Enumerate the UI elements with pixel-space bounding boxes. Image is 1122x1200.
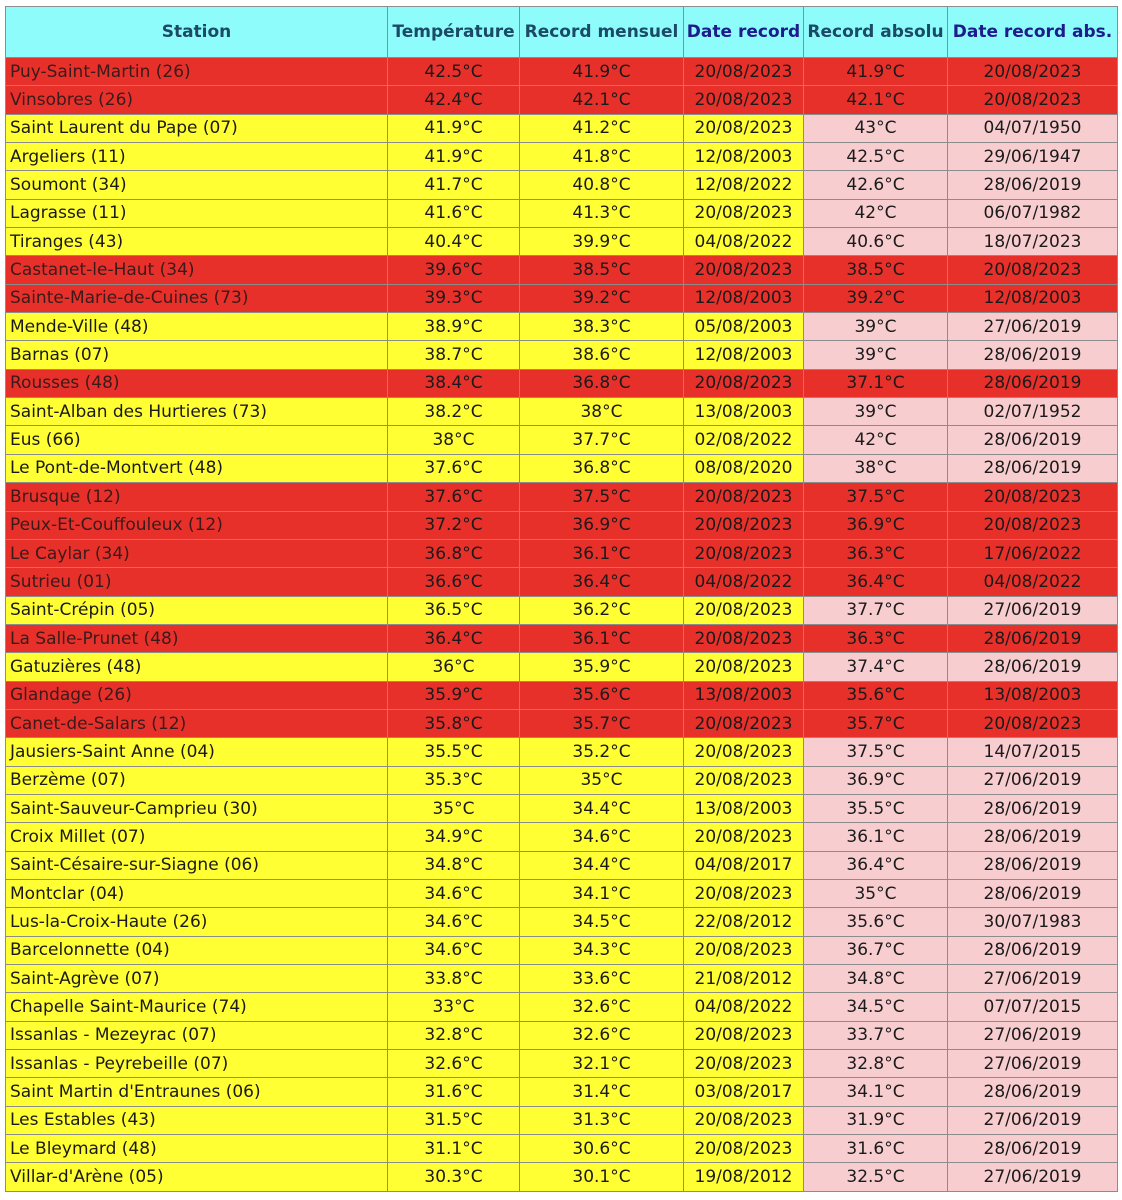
record-mensuel-cell: 34.1°C bbox=[520, 879, 684, 907]
record-mensuel-cell: 31.4°C bbox=[520, 1078, 684, 1106]
table-row bbox=[6, 313, 1118, 341]
table-row bbox=[6, 851, 1118, 879]
record-absolu-cell: 37.1°C bbox=[804, 369, 948, 397]
date-record-cell: 20/08/2023 bbox=[684, 1021, 804, 1049]
station-cell: Croix Millet (07) bbox=[6, 823, 388, 851]
records-table bbox=[5, 6, 1118, 1192]
temperature-cell: 39.3°C bbox=[388, 284, 520, 312]
table-header-row bbox=[6, 7, 1118, 58]
date-record-abs-cell: 28/06/2019 bbox=[948, 426, 1118, 454]
record-absolu-cell: 39°C bbox=[804, 313, 948, 341]
header-record-absolu: Record absolu bbox=[804, 7, 948, 58]
date-record-cell: 21/08/2012 bbox=[684, 965, 804, 993]
date-record-abs-cell: 04/08/2022 bbox=[948, 568, 1118, 596]
station-cell: Jausiers-Saint Anne (04) bbox=[6, 738, 388, 766]
date-record-abs-cell: 28/06/2019 bbox=[948, 171, 1118, 199]
temperature-cell: 41.9°C bbox=[388, 114, 520, 142]
record-mensuel-cell: 37.7°C bbox=[520, 426, 684, 454]
record-mensuel-cell: 41.2°C bbox=[520, 114, 684, 142]
table-row bbox=[6, 596, 1118, 624]
record-mensuel-cell: 36.2°C bbox=[520, 596, 684, 624]
date-record-abs-cell: 27/06/2019 bbox=[948, 965, 1118, 993]
record-absolu-cell: 36.3°C bbox=[804, 624, 948, 652]
date-record-cell: 20/08/2023 bbox=[684, 709, 804, 737]
record-mensuel-cell: 34.4°C bbox=[520, 794, 684, 822]
date-record-abs-cell: 14/07/2015 bbox=[948, 738, 1118, 766]
temperature-cell: 35.3°C bbox=[388, 766, 520, 794]
station-cell: Issanlas - Peyrebeille (07) bbox=[6, 1050, 388, 1078]
date-record-cell: 20/08/2023 bbox=[684, 823, 804, 851]
station-cell: Chapelle Saint-Maurice (74) bbox=[6, 993, 388, 1021]
record-mensuel-cell: 36.8°C bbox=[520, 369, 684, 397]
station-cell: Saint Martin d'Entraunes (06) bbox=[6, 1078, 388, 1106]
temperature-cell: 34.9°C bbox=[388, 823, 520, 851]
table-row bbox=[6, 171, 1118, 199]
record-mensuel-cell: 34.5°C bbox=[520, 908, 684, 936]
station-cell: Soumont (34) bbox=[6, 171, 388, 199]
temperature-cell: 31.5°C bbox=[388, 1106, 520, 1134]
record-absolu-cell: 35.6°C bbox=[804, 908, 948, 936]
table-row bbox=[6, 369, 1118, 397]
station-cell: Brusque (12) bbox=[6, 483, 388, 511]
record-mensuel-cell: 38°C bbox=[520, 398, 684, 426]
table-row bbox=[6, 86, 1118, 114]
temperature-cell: 33°C bbox=[388, 993, 520, 1021]
record-absolu-cell: 34.8°C bbox=[804, 965, 948, 993]
date-record-abs-cell: 28/06/2019 bbox=[948, 823, 1118, 851]
date-record-abs-cell: 27/06/2019 bbox=[948, 1050, 1118, 1078]
table-row bbox=[6, 681, 1118, 709]
table-row bbox=[6, 993, 1118, 1021]
table-row bbox=[6, 539, 1118, 567]
station-cell: Saint-Agrève (07) bbox=[6, 965, 388, 993]
date-record-abs-cell: 28/06/2019 bbox=[948, 851, 1118, 879]
record-absolu-cell: 42.6°C bbox=[804, 171, 948, 199]
date-record-abs-cell: 28/06/2019 bbox=[948, 653, 1118, 681]
record-mensuel-cell: 35°C bbox=[520, 766, 684, 794]
table-row bbox=[6, 908, 1118, 936]
record-absolu-cell: 31.6°C bbox=[804, 1135, 948, 1163]
date-record-abs-cell: 27/06/2019 bbox=[948, 1106, 1118, 1134]
record-absolu-cell: 42°C bbox=[804, 426, 948, 454]
record-absolu-cell: 37.5°C bbox=[804, 483, 948, 511]
record-mensuel-cell: 35.6°C bbox=[520, 681, 684, 709]
temperature-cell: 42.4°C bbox=[388, 86, 520, 114]
records-table-container bbox=[5, 6, 1118, 1192]
date-record-cell: 20/08/2023 bbox=[684, 539, 804, 567]
table-row bbox=[6, 483, 1118, 511]
date-record-abs-cell: 07/07/2015 bbox=[948, 993, 1118, 1021]
table-row bbox=[6, 1135, 1118, 1163]
date-record-abs-cell: 28/06/2019 bbox=[948, 1135, 1118, 1163]
date-record-cell: 20/08/2023 bbox=[684, 1106, 804, 1134]
date-record-abs-cell: 13/08/2003 bbox=[948, 681, 1118, 709]
table-row bbox=[6, 1021, 1118, 1049]
temperature-cell: 34.6°C bbox=[388, 936, 520, 964]
date-record-cell: 12/08/2003 bbox=[684, 284, 804, 312]
record-mensuel-cell: 34.6°C bbox=[520, 823, 684, 851]
table-row bbox=[6, 794, 1118, 822]
table-row bbox=[6, 965, 1118, 993]
date-record-abs-cell: 27/06/2019 bbox=[948, 1163, 1118, 1191]
temperature-cell: 38.4°C bbox=[388, 369, 520, 397]
table-row bbox=[6, 709, 1118, 737]
record-absolu-cell: 36.9°C bbox=[804, 511, 948, 539]
station-cell: Gatuzières (48) bbox=[6, 653, 388, 681]
date-record-cell: 05/08/2003 bbox=[684, 313, 804, 341]
date-record-cell: 20/08/2023 bbox=[684, 936, 804, 964]
record-absolu-cell: 34.5°C bbox=[804, 993, 948, 1021]
table-row bbox=[6, 426, 1118, 454]
temperature-cell: 41.9°C bbox=[388, 143, 520, 171]
temperature-cell: 32.6°C bbox=[388, 1050, 520, 1078]
date-record-cell: 20/08/2023 bbox=[684, 86, 804, 114]
temperature-cell: 41.6°C bbox=[388, 199, 520, 227]
date-record-abs-cell: 28/06/2019 bbox=[948, 454, 1118, 482]
date-record-cell: 20/08/2023 bbox=[684, 1050, 804, 1078]
table-row bbox=[6, 766, 1118, 794]
date-record-cell: 13/08/2003 bbox=[684, 681, 804, 709]
table-row bbox=[6, 568, 1118, 596]
date-record-abs-cell: 27/06/2019 bbox=[948, 766, 1118, 794]
date-record-abs-cell: 02/07/1952 bbox=[948, 398, 1118, 426]
record-absolu-cell: 39.2°C bbox=[804, 284, 948, 312]
record-absolu-cell: 37.5°C bbox=[804, 738, 948, 766]
date-record-abs-cell: 20/08/2023 bbox=[948, 58, 1118, 86]
record-absolu-cell: 42.1°C bbox=[804, 86, 948, 114]
record-absolu-cell: 36.4°C bbox=[804, 851, 948, 879]
date-record-cell: 20/08/2023 bbox=[684, 483, 804, 511]
temperature-cell: 35.9°C bbox=[388, 681, 520, 709]
station-cell: Montclar (04) bbox=[6, 879, 388, 907]
date-record-abs-cell: 30/07/1983 bbox=[948, 908, 1118, 936]
table-row bbox=[6, 256, 1118, 284]
record-absolu-cell: 42°C bbox=[804, 199, 948, 227]
date-record-abs-cell: 12/08/2003 bbox=[948, 284, 1118, 312]
table-row bbox=[6, 398, 1118, 426]
station-cell: Saint-Crépin (05) bbox=[6, 596, 388, 624]
date-record-cell: 12/08/2003 bbox=[684, 143, 804, 171]
date-record-abs-cell: 20/08/2023 bbox=[948, 256, 1118, 284]
date-record-cell: 04/08/2022 bbox=[684, 993, 804, 1021]
date-record-abs-cell: 28/06/2019 bbox=[948, 794, 1118, 822]
temperature-cell: 31.1°C bbox=[388, 1135, 520, 1163]
table-row bbox=[6, 936, 1118, 964]
record-absolu-cell: 41.9°C bbox=[804, 58, 948, 86]
record-absolu-cell: 35.7°C bbox=[804, 709, 948, 737]
record-absolu-cell: 37.7°C bbox=[804, 596, 948, 624]
date-record-cell: 12/08/2003 bbox=[684, 341, 804, 369]
date-record-abs-cell: 29/06/1947 bbox=[948, 143, 1118, 171]
table-row bbox=[6, 653, 1118, 681]
date-record-cell: 20/08/2023 bbox=[684, 511, 804, 539]
record-absolu-cell: 32.5°C bbox=[804, 1163, 948, 1191]
station-cell: Glandage (26) bbox=[6, 681, 388, 709]
date-record-cell: 20/08/2023 bbox=[684, 256, 804, 284]
record-mensuel-cell: 36.8°C bbox=[520, 454, 684, 482]
record-mensuel-cell: 39.9°C bbox=[520, 228, 684, 256]
record-mensuel-cell: 35.7°C bbox=[520, 709, 684, 737]
table-row bbox=[6, 58, 1118, 86]
table-row bbox=[6, 624, 1118, 652]
date-record-cell: 20/08/2023 bbox=[684, 879, 804, 907]
station-cell: Castanet-le-Haut (34) bbox=[6, 256, 388, 284]
station-cell: Saint-Sauveur-Camprieu (30) bbox=[6, 794, 388, 822]
date-record-abs-cell: 17/06/2022 bbox=[948, 539, 1118, 567]
temperature-cell: 36.8°C bbox=[388, 539, 520, 567]
date-record-cell: 03/08/2017 bbox=[684, 1078, 804, 1106]
station-cell: Le Bleymard (48) bbox=[6, 1135, 388, 1163]
temperature-cell: 38°C bbox=[388, 426, 520, 454]
record-mensuel-cell: 30.6°C bbox=[520, 1135, 684, 1163]
station-cell: Le Caylar (34) bbox=[6, 539, 388, 567]
temperature-cell: 36.6°C bbox=[388, 568, 520, 596]
header-date-record-abs: Date record abs. bbox=[948, 7, 1118, 58]
table-row bbox=[6, 199, 1118, 227]
record-mensuel-cell: 36.4°C bbox=[520, 568, 684, 596]
table-row bbox=[6, 511, 1118, 539]
date-record-cell: 12/08/2022 bbox=[684, 171, 804, 199]
station-cell: Argeliers (11) bbox=[6, 143, 388, 171]
temperature-cell: 34.8°C bbox=[388, 851, 520, 879]
record-mensuel-cell: 32.1°C bbox=[520, 1050, 684, 1078]
temperature-cell: 32.8°C bbox=[388, 1021, 520, 1049]
station-cell: Barcelonnette (04) bbox=[6, 936, 388, 964]
record-absolu-cell: 37.4°C bbox=[804, 653, 948, 681]
record-mensuel-cell: 35.9°C bbox=[520, 653, 684, 681]
date-record-cell: 20/08/2023 bbox=[684, 596, 804, 624]
date-record-cell: 04/08/2017 bbox=[684, 851, 804, 879]
temperature-cell: 35.5°C bbox=[388, 738, 520, 766]
date-record-cell: 04/08/2022 bbox=[684, 228, 804, 256]
record-mensuel-cell: 38.5°C bbox=[520, 256, 684, 284]
temperature-cell: 38.9°C bbox=[388, 313, 520, 341]
station-cell: Issanlas - Mezeyrac (07) bbox=[6, 1021, 388, 1049]
record-absolu-cell: 40.6°C bbox=[804, 228, 948, 256]
record-absolu-cell: 36.4°C bbox=[804, 568, 948, 596]
record-mensuel-cell: 34.4°C bbox=[520, 851, 684, 879]
temperature-cell: 36.4°C bbox=[388, 624, 520, 652]
temperature-cell: 40.4°C bbox=[388, 228, 520, 256]
header-record-mensuel: Record mensuel bbox=[520, 7, 684, 58]
record-absolu-cell: 38.5°C bbox=[804, 256, 948, 284]
date-record-cell: 22/08/2012 bbox=[684, 908, 804, 936]
record-absolu-cell: 33.7°C bbox=[804, 1021, 948, 1049]
station-cell: Villar-d'Arène (05) bbox=[6, 1163, 388, 1191]
temperature-cell: 36°C bbox=[388, 653, 520, 681]
date-record-abs-cell: 28/06/2019 bbox=[948, 341, 1118, 369]
station-cell: Rousses (48) bbox=[6, 369, 388, 397]
table-body bbox=[6, 58, 1118, 1192]
temperature-cell: 35.8°C bbox=[388, 709, 520, 737]
header-date-record: Date record bbox=[684, 7, 804, 58]
record-mensuel-cell: 40.8°C bbox=[520, 171, 684, 199]
temperature-cell: 33.8°C bbox=[388, 965, 520, 993]
date-record-abs-cell: 28/06/2019 bbox=[948, 879, 1118, 907]
date-record-abs-cell: 20/08/2023 bbox=[948, 86, 1118, 114]
date-record-cell: 19/08/2012 bbox=[684, 1163, 804, 1191]
record-absolu-cell: 43°C bbox=[804, 114, 948, 142]
record-absolu-cell: 36.9°C bbox=[804, 766, 948, 794]
temperature-cell: 31.6°C bbox=[388, 1078, 520, 1106]
temperature-cell: 38.2°C bbox=[388, 398, 520, 426]
record-mensuel-cell: 42.1°C bbox=[520, 86, 684, 114]
record-mensuel-cell: 32.6°C bbox=[520, 993, 684, 1021]
date-record-abs-cell: 20/08/2023 bbox=[948, 511, 1118, 539]
header-station: Station bbox=[6, 7, 388, 58]
record-mensuel-cell: 36.9°C bbox=[520, 511, 684, 539]
date-record-cell: 20/08/2023 bbox=[684, 114, 804, 142]
date-record-cell: 20/08/2023 bbox=[684, 58, 804, 86]
station-cell: Lagrasse (11) bbox=[6, 199, 388, 227]
date-record-cell: 08/08/2020 bbox=[684, 454, 804, 482]
temperature-cell: 39.6°C bbox=[388, 256, 520, 284]
record-mensuel-cell: 41.9°C bbox=[520, 58, 684, 86]
table-row bbox=[6, 1078, 1118, 1106]
record-mensuel-cell: 34.3°C bbox=[520, 936, 684, 964]
table-row bbox=[6, 228, 1118, 256]
record-mensuel-cell: 30.1°C bbox=[520, 1163, 684, 1191]
record-mensuel-cell: 37.5°C bbox=[520, 483, 684, 511]
table-row bbox=[6, 1050, 1118, 1078]
table-row bbox=[6, 143, 1118, 171]
record-mensuel-cell: 35.2°C bbox=[520, 738, 684, 766]
record-mensuel-cell: 36.1°C bbox=[520, 539, 684, 567]
record-absolu-cell: 38°C bbox=[804, 454, 948, 482]
temperature-cell: 37.6°C bbox=[388, 483, 520, 511]
temperature-cell: 38.7°C bbox=[388, 341, 520, 369]
table-row bbox=[6, 114, 1118, 142]
temperature-cell: 41.7°C bbox=[388, 171, 520, 199]
date-record-cell: 13/08/2003 bbox=[684, 794, 804, 822]
station-cell: La Salle-Prunet (48) bbox=[6, 624, 388, 652]
record-mensuel-cell: 38.6°C bbox=[520, 341, 684, 369]
date-record-abs-cell: 27/06/2019 bbox=[948, 596, 1118, 624]
station-cell: Saint-Alban des Hurtieres (73) bbox=[6, 398, 388, 426]
temperature-cell: 34.6°C bbox=[388, 879, 520, 907]
table-row bbox=[6, 1106, 1118, 1134]
temperature-cell: 30.3°C bbox=[388, 1163, 520, 1191]
station-cell: Tiranges (43) bbox=[6, 228, 388, 256]
date-record-abs-cell: 28/06/2019 bbox=[948, 624, 1118, 652]
date-record-cell: 20/08/2023 bbox=[684, 1135, 804, 1163]
date-record-abs-cell: 06/07/1982 bbox=[948, 199, 1118, 227]
table-row bbox=[6, 454, 1118, 482]
station-cell: Peux-Et-Couffouleux (12) bbox=[6, 511, 388, 539]
date-record-cell: 20/08/2023 bbox=[684, 199, 804, 227]
table-row bbox=[6, 341, 1118, 369]
header-temperature: Température bbox=[388, 7, 520, 58]
station-cell: Canet-de-Salars (12) bbox=[6, 709, 388, 737]
table-row bbox=[6, 284, 1118, 312]
record-absolu-cell: 36.7°C bbox=[804, 936, 948, 964]
table-row bbox=[6, 879, 1118, 907]
temperature-cell: 35°C bbox=[388, 794, 520, 822]
temperature-cell: 42.5°C bbox=[388, 58, 520, 86]
date-record-cell: 20/08/2023 bbox=[684, 624, 804, 652]
record-mensuel-cell: 41.8°C bbox=[520, 143, 684, 171]
station-cell: Sutrieu (01) bbox=[6, 568, 388, 596]
station-cell: Les Estables (43) bbox=[6, 1106, 388, 1134]
date-record-abs-cell: 28/06/2019 bbox=[948, 936, 1118, 964]
record-mensuel-cell: 32.6°C bbox=[520, 1021, 684, 1049]
record-mensuel-cell: 39.2°C bbox=[520, 284, 684, 312]
record-absolu-cell: 39°C bbox=[804, 398, 948, 426]
record-absolu-cell: 39°C bbox=[804, 341, 948, 369]
record-absolu-cell: 35.6°C bbox=[804, 681, 948, 709]
date-record-abs-cell: 28/06/2019 bbox=[948, 1078, 1118, 1106]
record-absolu-cell: 35°C bbox=[804, 879, 948, 907]
date-record-abs-cell: 04/07/1950 bbox=[948, 114, 1118, 142]
temperature-cell: 37.6°C bbox=[388, 454, 520, 482]
station-cell: Puy-Saint-Martin (26) bbox=[6, 58, 388, 86]
date-record-cell: 20/08/2023 bbox=[684, 369, 804, 397]
station-cell: Mende-Ville (48) bbox=[6, 313, 388, 341]
table-row bbox=[6, 823, 1118, 851]
record-absolu-cell: 36.3°C bbox=[804, 539, 948, 567]
station-cell: Saint Laurent du Pape (07) bbox=[6, 114, 388, 142]
date-record-cell: 20/08/2023 bbox=[684, 653, 804, 681]
date-record-cell: 20/08/2023 bbox=[684, 738, 804, 766]
station-cell: Barnas (07) bbox=[6, 341, 388, 369]
station-cell: Vinsobres (26) bbox=[6, 86, 388, 114]
record-mensuel-cell: 31.3°C bbox=[520, 1106, 684, 1134]
temperature-cell: 37.2°C bbox=[388, 511, 520, 539]
temperature-cell: 34.6°C bbox=[388, 908, 520, 936]
date-record-cell: 20/08/2023 bbox=[684, 766, 804, 794]
station-cell: Berzème (07) bbox=[6, 766, 388, 794]
record-absolu-cell: 34.1°C bbox=[804, 1078, 948, 1106]
date-record-abs-cell: 27/06/2019 bbox=[948, 313, 1118, 341]
date-record-cell: 13/08/2003 bbox=[684, 398, 804, 426]
record-mensuel-cell: 33.6°C bbox=[520, 965, 684, 993]
date-record-abs-cell: 18/07/2023 bbox=[948, 228, 1118, 256]
date-record-cell: 02/08/2022 bbox=[684, 426, 804, 454]
record-mensuel-cell: 36.1°C bbox=[520, 624, 684, 652]
station-cell: Lus-la-Croix-Haute (26) bbox=[6, 908, 388, 936]
date-record-abs-cell: 28/06/2019 bbox=[948, 369, 1118, 397]
record-absolu-cell: 36.1°C bbox=[804, 823, 948, 851]
record-absolu-cell: 31.9°C bbox=[804, 1106, 948, 1134]
record-absolu-cell: 32.8°C bbox=[804, 1050, 948, 1078]
date-record-cell: 04/08/2022 bbox=[684, 568, 804, 596]
temperature-cell: 36.5°C bbox=[388, 596, 520, 624]
station-cell: Saint-Césaire-sur-Siagne (06) bbox=[6, 851, 388, 879]
table-row bbox=[6, 1163, 1118, 1191]
record-absolu-cell: 42.5°C bbox=[804, 143, 948, 171]
record-mensuel-cell: 38.3°C bbox=[520, 313, 684, 341]
station-cell: Sainte-Marie-de-Cuines (73) bbox=[6, 284, 388, 312]
date-record-abs-cell: 20/08/2023 bbox=[948, 709, 1118, 737]
table-row bbox=[6, 738, 1118, 766]
station-cell: Le Pont-de-Montvert (48) bbox=[6, 454, 388, 482]
record-mensuel-cell: 41.3°C bbox=[520, 199, 684, 227]
record-absolu-cell: 35.5°C bbox=[804, 794, 948, 822]
date-record-abs-cell: 27/06/2019 bbox=[948, 1021, 1118, 1049]
date-record-abs-cell: 20/08/2023 bbox=[948, 483, 1118, 511]
station-cell: Eus (66) bbox=[6, 426, 388, 454]
